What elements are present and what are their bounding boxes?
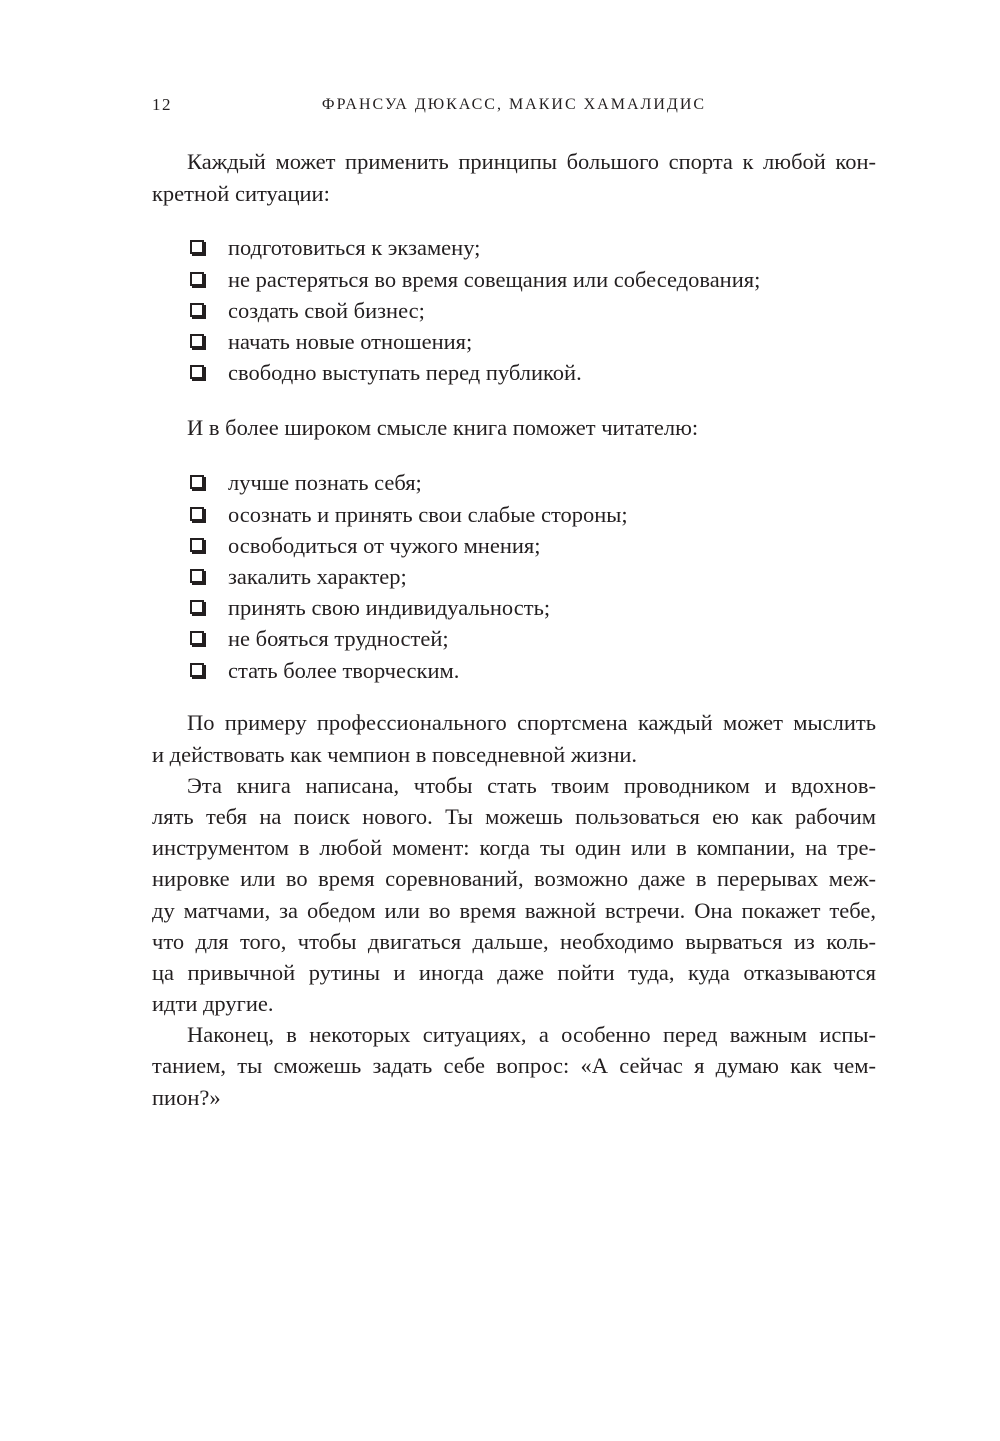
checkbox-bullet-icon [190,475,204,489]
list-item [152,264,876,295]
paragraph-line: лять тебя на поиск нового. Ты можешь пользоваться ею как рабочим [152,803,876,829]
paragraph-line: Каждый может применить принципы большого спорта к любой кон- [187,149,876,175]
list-item-text: лучше познать себя; [228,470,422,496]
list-item [152,530,876,561]
paragraph-line: ца привычной рутины и иногда даже пойти туда, куда отказываются [152,959,876,985]
list-item-text: принять свою индивидуальность; [228,595,551,621]
list-item [152,295,876,326]
checkbox-bullet-icon [190,240,204,254]
paragraph-line: что для того, чтобы двигаться дальше, необходимо вырваться из коль- [152,928,876,954]
list-item-text: закалить характер; [228,563,407,589]
paragraph-line: нировке или во время соревнований, возможно даже в перерывах меж- [152,866,876,892]
checkbox-bullet-icon [190,663,204,677]
paragraph-self-question [152,1019,876,1113]
checkbox-bullet-icon [190,334,204,348]
checkbox-bullet-icon [190,272,204,286]
list-item-text: освободиться от чужого мнения; [228,532,541,558]
checkbox-bullet-icon [190,631,204,645]
list-item [152,561,876,592]
checklist-situations [152,232,876,388]
paragraph-line: танием, ты сможешь задать себе вопрос: «А сейчас я думаю как чем- [152,1053,876,1079]
checkbox-bullet-icon [190,569,204,583]
checkbox-bullet-icon [190,365,204,379]
list-item [152,232,876,263]
paragraph-line: и действовать как чемпион в повседневной жизни. [152,741,638,767]
paragraph-intro-situations [152,146,876,208]
running-header [152,92,876,118]
list-item [152,623,876,654]
page-number: 12 [152,95,172,114]
paragraph-line: ду матчами, за обедом или во время важной встречи. Она покажет тебе, [152,897,876,923]
paragraph-line: По примеру профессионального спортсмена каждый может мыслить [187,710,876,736]
checkbox-bullet-icon [190,303,204,317]
list-item-text: стать более творческим. [228,657,460,683]
list-item [152,592,876,623]
list-item [152,655,876,686]
list-item [152,357,876,388]
running-title: ФРАНСУА ДЮКАСС, МАКИС ХАМАЛИДИС [321,96,707,113]
paragraph-line: идти другие. [152,991,274,1017]
paragraph-book-guide [152,770,876,1020]
list-item-text: не бояться трудностей; [228,626,449,652]
checkbox-bullet-icon [190,507,204,521]
checklist-benefits [152,467,876,685]
list-item [152,467,876,498]
paragraph-line: инструментом в любой момент: когда ты один или в компании, на тре- [152,835,876,861]
paragraph-intro-benefits [152,412,876,443]
paragraph-line: пион?» [152,1084,221,1110]
checkbox-bullet-icon [190,538,204,552]
list-item-text: свободно выступать перед публикой. [228,360,582,386]
paragraph-line: Эта книга написана, чтобы стать твоим проводником и вдохнов- [187,772,876,798]
paragraph-line: И в более широком смысле книга поможет читателю: [187,415,699,441]
list-item [152,326,876,357]
paragraph-line: Наконец, в некоторых ситуациях, а особенно перед важным испы- [187,1022,876,1048]
paragraph-line: кретной ситуации: [152,180,330,206]
list-item-text: осознать и принять свои слабые стороны; [228,501,628,527]
body-text [152,707,876,1112]
list-item [152,499,876,530]
list-item-text: подготовиться к экзамену; [228,235,481,261]
checkbox-bullet-icon [190,600,204,614]
list-item-text: не растеряться во время совещания или собеседования; [228,266,761,292]
list-item-text: начать новые отношения; [228,328,473,354]
paragraph-champion-mindset [152,707,876,769]
list-item-text: создать свой бизнес; [228,297,425,323]
